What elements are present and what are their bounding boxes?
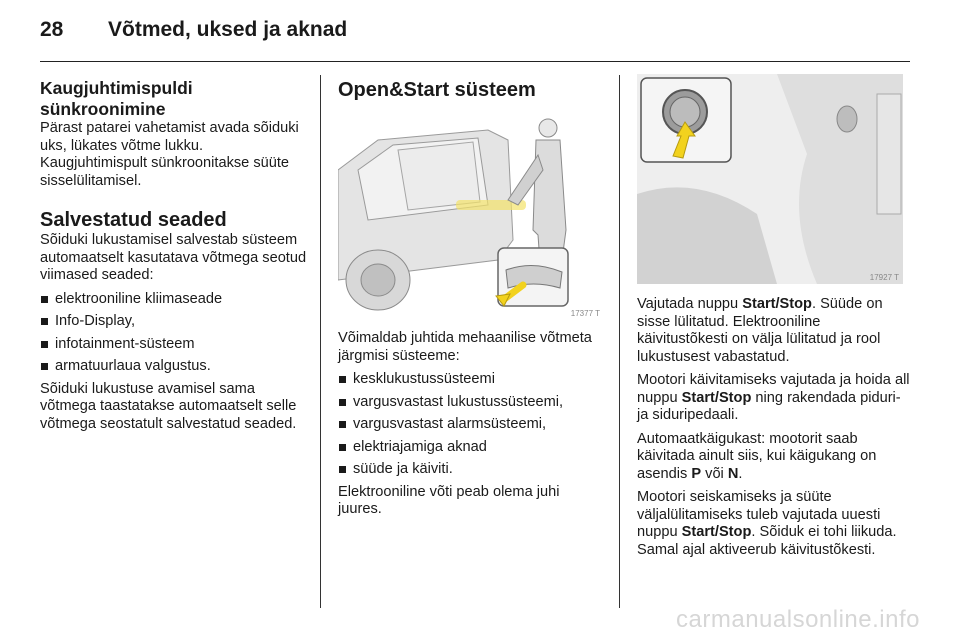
open-start-heading: Open&Start süsteem: [338, 79, 536, 101]
car-door-illustration: [338, 110, 604, 320]
start-stop-paragraph-2: Mootori käivitamiseks vajutada ja hoida all nuppu Start/Stop ning rakendada piduri- ja siduripedaali.: [637, 372, 910, 423]
saved-intro: Sõiduki lukustamisel salvestab süsteem automaatselt kasutatava võtmega seotud viimased seaded:: [40, 232, 307, 283]
list-item: armatuurlaua valgustus.: [40, 358, 310, 376]
watermark: carmanualsonline.info: [676, 606, 920, 633]
column-divider: [619, 75, 620, 608]
saved-outro: Sõiduki lukustuse avamisel sama võtmega taastatakse automaatselt selle võtmega seostatult salvestatud seaded.: [40, 380, 297, 432]
figure-number: 17927 T: [869, 273, 899, 282]
list-item: vargusvastast lukustussüsteemi,: [338, 394, 606, 412]
saved-settings-heading: Salvestatud seaded: [40, 209, 227, 231]
column-right-text: [637, 296, 912, 565]
start-stop-paragraph-1: Vajutada nuppu Start/Stop. Süüde on sisse lülitatud. Elektrooniline käivitustõkesti on välja lülitatud ja rool lukustusest vabastatud.: [637, 296, 883, 365]
list-item: elektrooniline kliimaseade: [40, 291, 310, 309]
open-start-intro: Võimaldab juhtida mehaanilise võtmeta järgmisi süsteeme:: [338, 330, 592, 364]
header-rule: [40, 61, 910, 62]
start-stop-figure: [637, 74, 903, 284]
page-header: [40, 18, 910, 48]
list-item: Info-Display,: [40, 313, 310, 331]
column-divider: [320, 75, 321, 608]
list-item: kesklukustussüsteemi: [338, 371, 606, 389]
column-left: [40, 78, 310, 439]
open-start-outro: Elektrooniline võti peab olema juhi juures.: [338, 483, 560, 517]
column-middle-text: [338, 330, 606, 525]
page-number: 28: [40, 18, 64, 41]
page-title: Võtmed, uksed ja aknad: [108, 18, 348, 41]
open-start-list: [338, 371, 606, 479]
list-item: infotainment-süsteem: [40, 336, 310, 354]
column-middle: [338, 78, 606, 102]
sync-heading: Kaugjuhtimispuldi sünkroonimine: [40, 78, 193, 119]
start-stop-paragraph-4: Mootori seiskamiseks ja süüte väljalülitamiseks tuleb vajutada uuesti nuppu Start/Stop. Sõiduk ei tohi liikuda. Samal ajal aktiveerub käivitustõkesti.: [637, 489, 897, 558]
start-stop-illustration: [637, 74, 903, 284]
car-door-figure: [338, 110, 604, 320]
list-item: vargusvastast alarmsüsteemi,: [338, 416, 606, 434]
list-item: elektriajamiga aknad: [338, 439, 606, 457]
list-item: süüde ja käiviti.: [338, 461, 606, 479]
saved-settings-list: [40, 291, 310, 376]
sync-text: Pärast patarei vahetamist avada sõiduki uks, lükates võtme lukku. Kaugjuhtimispult sünkroonitakse süüte sisselülitamisel.: [40, 120, 299, 189]
start-stop-paragraph-3: Automaatkäigukast: mootorit saab käivitada ainult siis, kui käigukang on asendis P või N.: [637, 430, 877, 482]
figure-number: 17377 T: [570, 309, 600, 318]
